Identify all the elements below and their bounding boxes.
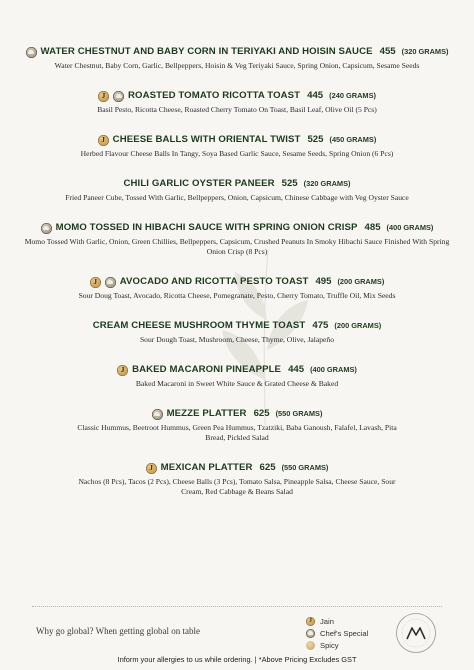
menu-item (0, 89, 474, 115)
chef-hat-icon (113, 91, 124, 102)
restaurant-logo-seal-icon (395, 612, 437, 654)
menu-item-price: 525 (307, 134, 324, 145)
menu-item-name: MOMO TOSSED IN HIBACHI SAUCE WITH SPRING ONION CRISP (55, 222, 358, 233)
menu-item-name: CREAM CHEESE MUSHROOM THYME TOAST (92, 320, 306, 331)
menu-item-weight: (200 GRAMS) (334, 321, 382, 330)
menu-items-list (0, 45, 474, 515)
chef-hat-icon (41, 223, 52, 234)
menu-item-description: Nachos (8 Pcs), Tacos (2 Pcs), Cheese Balls (3 Pcs), Tomato Salsa, Pineapple Salsa, Cheese Sauce, Sour Cream, Red Cabbage & Beans Salad (78, 477, 396, 496)
menu-item (0, 461, 474, 497)
chef-hat-icon (26, 47, 37, 58)
footer-divider (32, 606, 442, 607)
menu-item-name: CHILI GARLIC OYSTER PANEER (123, 178, 275, 189)
menu-item-description: Water Chestnut, Baby Corn, Garlic, Bellpeppers, Hoisin & Veg Teriyaki Sauce, Spring Onion, Capsicum, Sesame Seeds (54, 61, 420, 70)
menu-item-weight: (320 GRAMS) (401, 47, 449, 56)
menu-item-description: Herbed Flavour Cheese Balls In Tangy, Soya Based Garlic Sauce, Sesame Seeds, Spring Onion (6 Pcs) (80, 149, 394, 158)
menu-item (0, 177, 474, 203)
menu-item-weight: (550 GRAMS) (275, 409, 323, 418)
jain-icon: J (90, 277, 101, 288)
menu-item (0, 45, 474, 71)
menu-item-price: 475 (312, 320, 329, 331)
jain-icon: J (98, 135, 109, 146)
menu-item-name: AVOCADO AND RICOTTA PESTO TOAST (119, 276, 309, 287)
menu-item-price: 445 (307, 90, 324, 101)
menu-item-name: MEXICAN PLATTER (160, 462, 253, 473)
footer-tagline: Why go global? When getting global on table (36, 626, 201, 636)
menu-item-title-row (0, 461, 474, 475)
menu-item-price: 625 (259, 462, 276, 473)
menu-item (0, 275, 474, 301)
menu-item-title-row (0, 319, 474, 333)
menu-item-weight: (450 GRAMS) (329, 135, 377, 144)
legend-item-jain (306, 615, 368, 627)
menu-item-title-row (0, 363, 474, 377)
menu-item-weight: (200 GRAMS) (337, 277, 385, 286)
chef-hat-icon (105, 277, 116, 288)
legend-item-spicy (306, 639, 368, 651)
legend-label: Jain (320, 616, 334, 626)
dietary-legend (306, 615, 368, 651)
chef-hat-icon (152, 409, 163, 420)
menu-item-description: Fried Paneer Cube, Tossed With Garlic, Bellpeppers, Onion, Capsicum, Chinese Cabbage with Veg Oyster Sauce (65, 193, 409, 202)
menu-item-price: 455 (379, 46, 396, 57)
menu-item-weight: (550 GRAMS) (281, 463, 329, 472)
jain-icon: J (306, 617, 315, 626)
menu-item-title-row (0, 133, 474, 147)
menu-item-description: Momo Tossed With Garlic, Onion, Green Chillies, Bellpeppers, Capsicum, Crushed Peanuts In Smoky Hibachi Sauce Finished With Spring Onion Crisp (8 Pcs) (24, 237, 450, 256)
menu-item-description: Basil Pesto, Ricotta Cheese, Roasted Cherry Tomato On Toast, Basil Leaf, Olive Oil (5 Pcs) (97, 105, 377, 114)
menu-item (0, 407, 474, 443)
legend-label: Spicy (320, 640, 339, 650)
jain-icon: J (98, 91, 109, 102)
menu-item-price: 525 (281, 178, 298, 189)
menu-item-name: CHEESE BALLS WITH ORIENTAL TWIST (112, 134, 301, 145)
menu-item (0, 319, 474, 345)
menu-item (0, 221, 474, 257)
menu-item-name: ROASTED TOMATO RICOTTA TOAST (128, 90, 301, 101)
menu-item-weight: (320 GRAMS) (303, 179, 351, 188)
jain-icon: J (117, 365, 128, 376)
menu-item-title-row (0, 221, 474, 235)
menu-item-price: 445 (288, 364, 305, 375)
chili-icon (306, 641, 315, 650)
menu-item-title-row (0, 45, 474, 59)
menu-item-description: Baked Macaroni in Sweet White Sauce & Grated Cheese & Baked (135, 379, 339, 388)
menu-item-title-row (0, 177, 474, 191)
menu-item-title-row (0, 407, 474, 421)
menu-item-name: BAKED MACARONI PINEAPPLE (132, 364, 282, 375)
menu-item-description: Sour Doug Toast, Avocado, Ricotta Cheese, Pomegranate, Pesto, Cherry Tomato, Truffle Oil, Mix Seeds (78, 291, 396, 300)
menu-item-price: 485 (364, 222, 381, 233)
legend-label: Chef's Special (320, 628, 369, 638)
menu-item-weight: (240 GRAMS) (329, 91, 376, 100)
menu-item-weight: (400 GRAMS) (386, 223, 434, 232)
menu-item-weight: (400 GRAMS) (310, 365, 357, 374)
menu-item-description: Sour Dough Toast, Mushroom, Cheese, Thyme, Olive, Jalapeño (139, 335, 335, 344)
allergy-note: Inform your allergies to us while ordering. | *Above Pricing Excludes GST (117, 655, 357, 664)
menu-item (0, 363, 474, 389)
menu-item-description: Classic Hummus, Beetroot Hummus, Green Pea Hummus, Tzatziki, Baba Ganoush, Falafel, Lavash, Pita Bread, Pickled Salad (77, 423, 397, 442)
legend-item-chef-special (306, 627, 368, 639)
menu-item (0, 133, 474, 159)
menu-item-name: MEZZE PLATTER (166, 408, 247, 419)
menu-item-name: WATER CHESTNUT AND BABY CORN IN TERIYAKI AND HOISIN SAUCE (40, 46, 373, 57)
menu-item-title-row (0, 275, 474, 289)
menu-item-price: 495 (315, 276, 332, 287)
chef-hat-icon (306, 629, 315, 638)
menu-item-title-row (0, 89, 474, 103)
jain-icon: J (146, 463, 157, 474)
menu-item-price: 625 (253, 408, 270, 419)
